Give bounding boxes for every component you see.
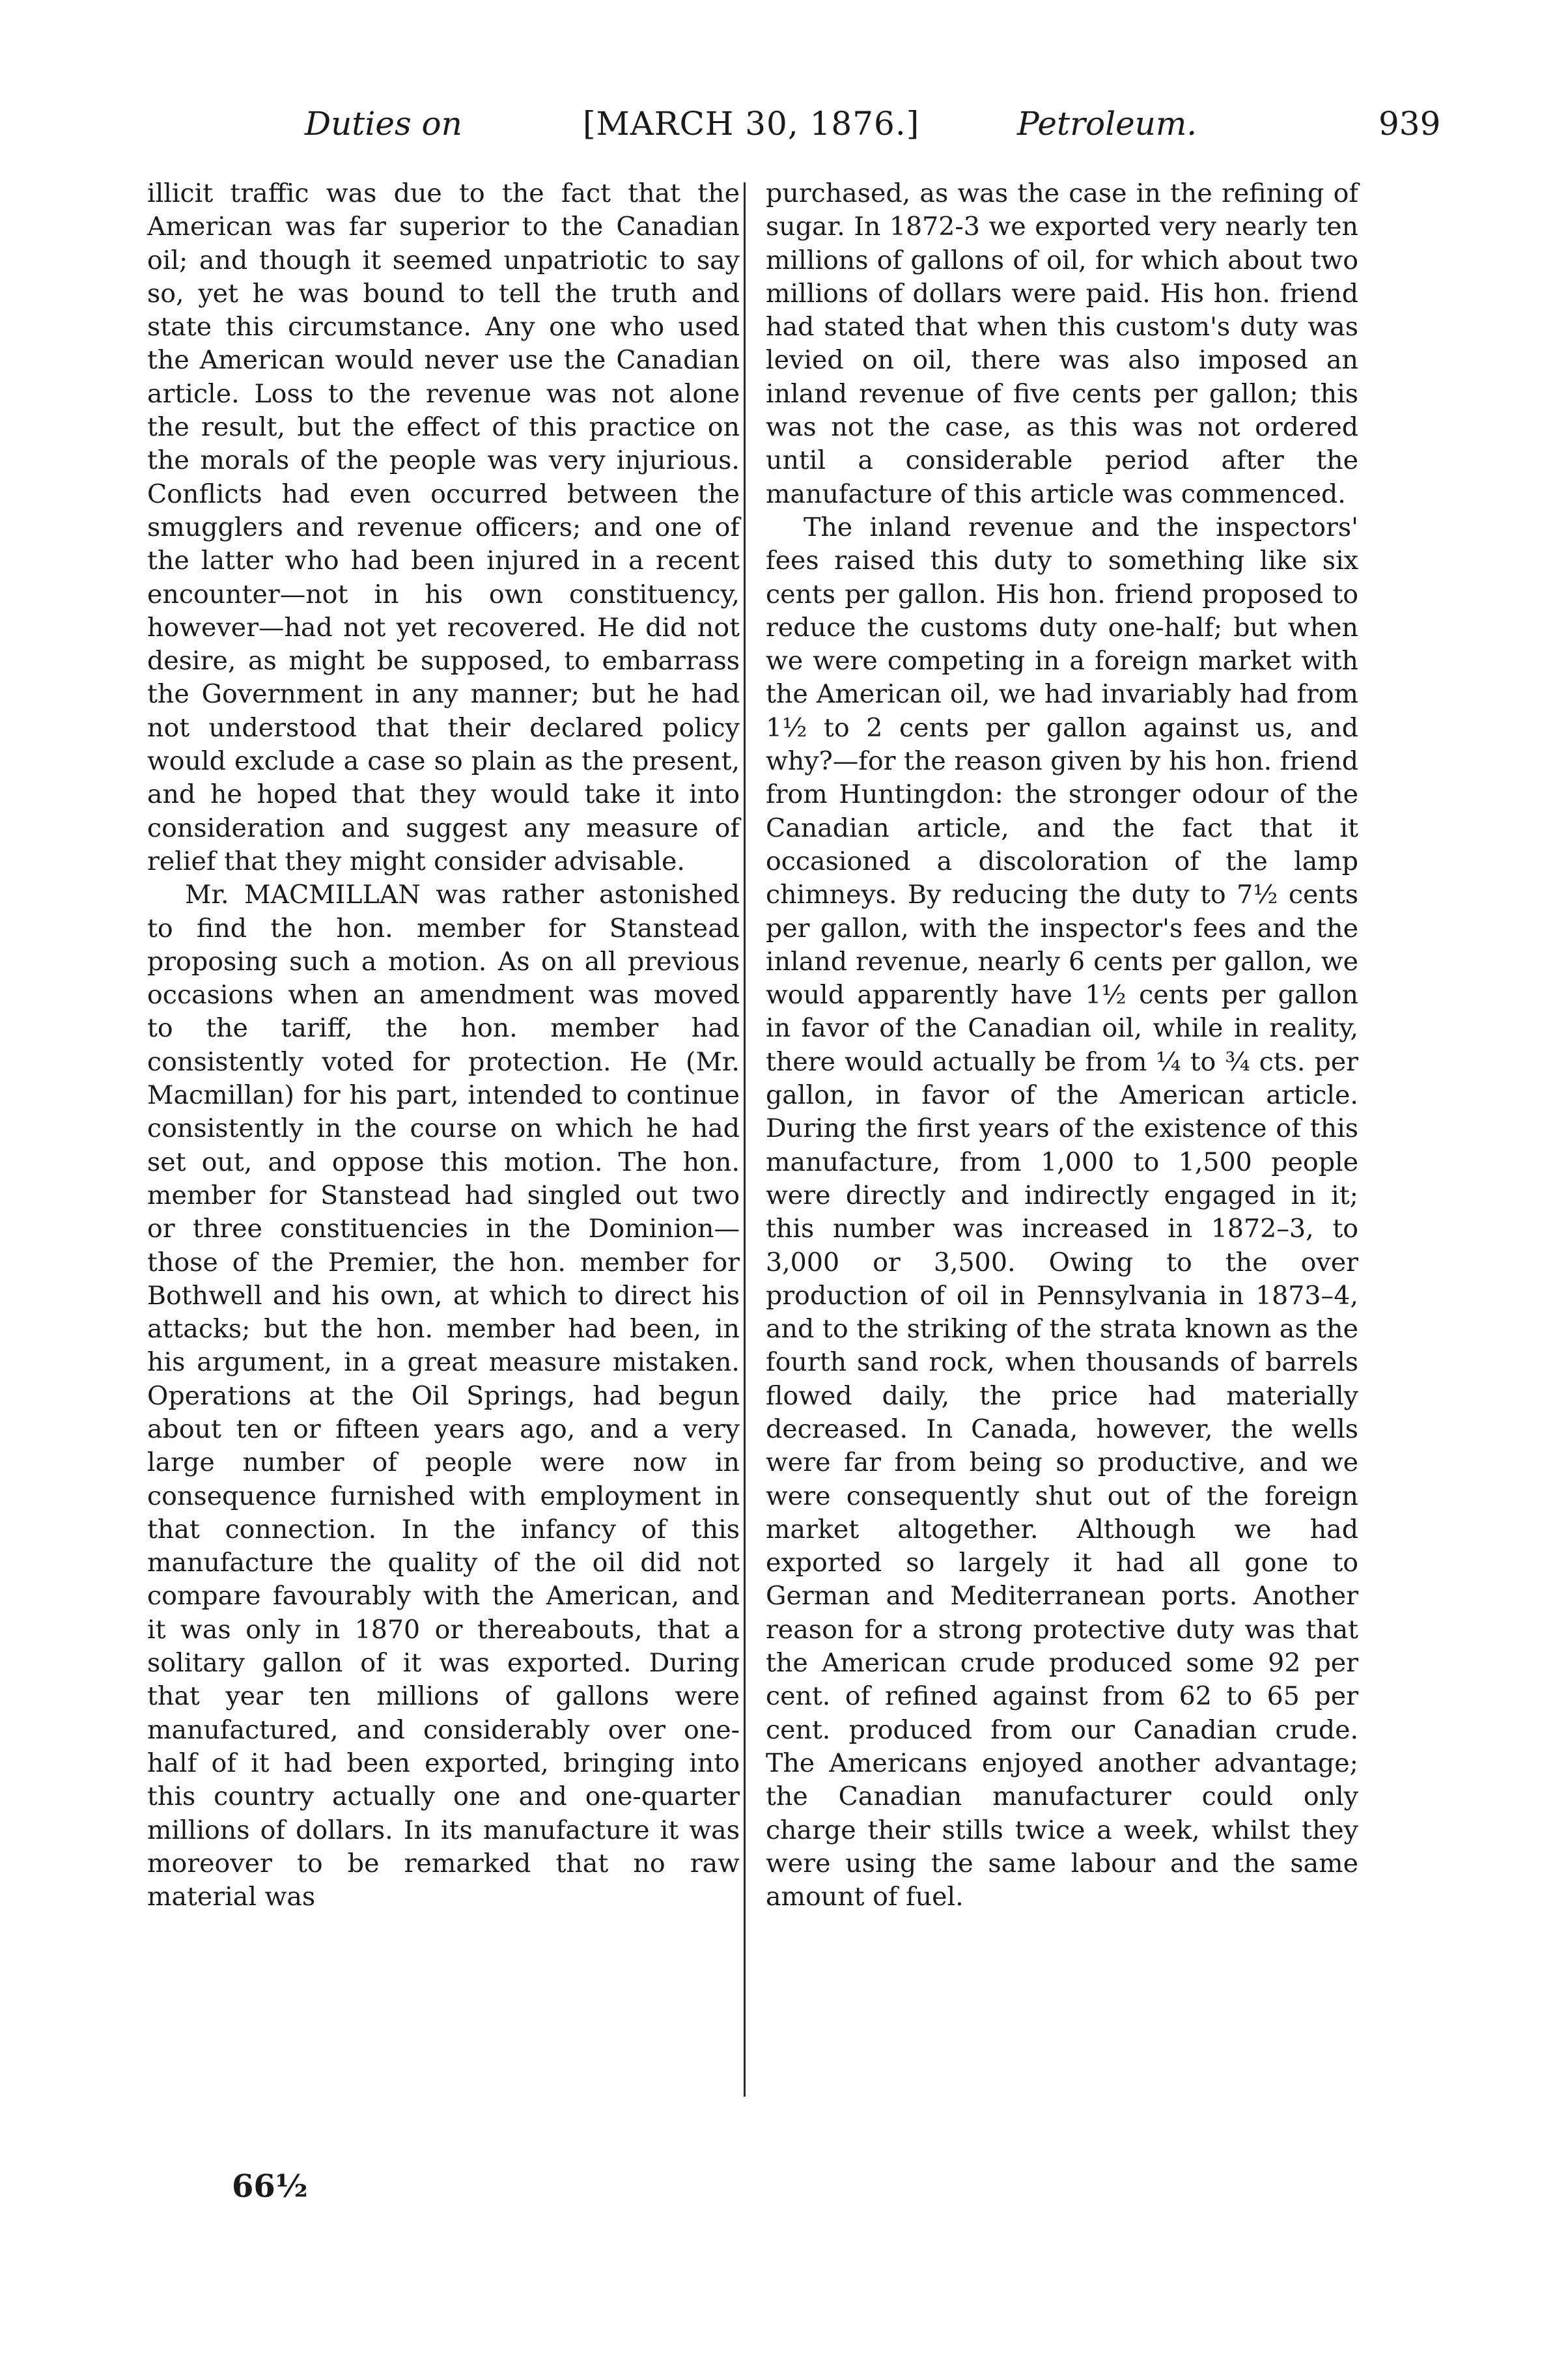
left-paragraph-1: illicit traffic was due to the fact that the American was far superior to the Canadian oil; and though it seemed unpatriotic to say so, yet he was bound to tell the truth and state this circumstance. Any one who used the American would never use the Canadian article. Loss to the revenue was not alone the result, but the effect of this practice on the morals of the people was very injurious. Conflicts had even occurred between the smugglers and revenue officers; and one of the latter who had been injured in a recent encounter—not in his own constituency, however—had not yet recovered. He did not desire, as might be supposed, to embarrass the Government in any manner; but he had not understood that their declared policy would exclude a case so plain as the present, and he hoped that they would take it into consideration and suggest any measure of relief that they might consider advisable.	[147, 178, 740, 876]
right-paragraph-2: The inland revenue and the inspectors' fees raised this duty to something like six cents per gallon. His hon. friend proposed to reduce the customs duty one-half; but when we were competing in a foreign market with the American oil, we had invariably had from 1½ to 2 cents per gallon against us, and why?—for the reason given by his hon. friend from Huntingdon: the stronger odour of the Canadian article, and the fact that it occasioned a discoloration of the lamp chimneys. By reducing the duty to 7½ cents per gallon, with the inspector's fees and the inland revenue, nearly 6 cents per gallon, we would apparently have 1½ cents per gallon in favor of the Canadian oil, while in reality, there would actually be from ¼ to ¾ cts. per gallon, in favor of the American article. During the first years of the existence of this manufacture, from 1,000 to 1,500 people were directly and indirectly engaged in it; this number was increased in 1872–3, to 3,000 or 3,500. Owing to the over production of oil in Pennsylvania in 1873–4, and to the striking of the strata known as the fourth sand rock, when thousands of barrels flowed daily, the price had materially decreased. In Canada, however, the wells were far from being so productive, and we were consequently shut out of the foreign market altogether. Although we had exported so largely it had all gone to German and Mediterranean ports. Another reason for a strong protective duty was that the American crude produced some 92 per cent. of refined against from 62 to 65 per cent. produced from our Canadian crude. The Americans enjoyed another advantage; the Canadian manufacturer could only charge their stills twice a week, whilst they were using the same labour and the same amount of fuel.	[766, 512, 1358, 1912]
page-number: 939	[1379, 105, 1441, 143]
right-column	[766, 177, 1358, 1914]
left-column	[147, 177, 740, 1914]
right-paragraph-1: purchased, as was the case in the refining of sugar. In 1872-3 we exported very nearly ten millions of gallons of oil, for which about two millions of dollars were paid. His hon. friend had stated that when this custom's duty was levied on oil, there was also imposed an inland revenue of five cents per gallon; this was not the case, as this was not ordered until a considerable period after the manufacture of this article was commenced.	[766, 178, 1358, 509]
running-header	[0, 104, 1568, 163]
header-left-title: Duties on	[305, 105, 462, 143]
signature-mark: 66½	[232, 2168, 308, 2205]
column-divider	[744, 182, 746, 2097]
header-right-title: Petroleum.	[1017, 105, 1197, 143]
left-paragraph-2: Mr. MACMILLAN was rather astonished to find the hon. member for Stanstead proposing such a motion. As on all previous occasions when an amendment was moved to the tariff, the hon. member had consistently voted for protection. He (Mr. Macmillan) for his part, intended to continue consistently in the course on which he had set out, and oppose this motion. The hon. member for Stanstead had singled out two or three constituencies in the Dominion—those of the Premier, the hon. member for Bothwell and his own, at which to direct his attacks; but the hon. member had been, in his argument, in a great measure mistaken. Operations at the Oil Springs, had begun about ten or fifteen years ago, and a very large number of people were now in consequence furnished with employment in that connection. In the infancy of this manufacture the quality of the oil did not compare favourably with the American, and it was only in 1870 or thereabouts, that a solitary gallon of it was exported. During that year ten millions of gallons were manufactured, and considerably over one-half of it had been exported, bringing into this country actually one and one-quarter millions of dollars. In its manufacture it was moreover to be remarked that no raw material was	[147, 880, 740, 1912]
header-date: [MARCH 30, 1876.]	[583, 105, 920, 143]
